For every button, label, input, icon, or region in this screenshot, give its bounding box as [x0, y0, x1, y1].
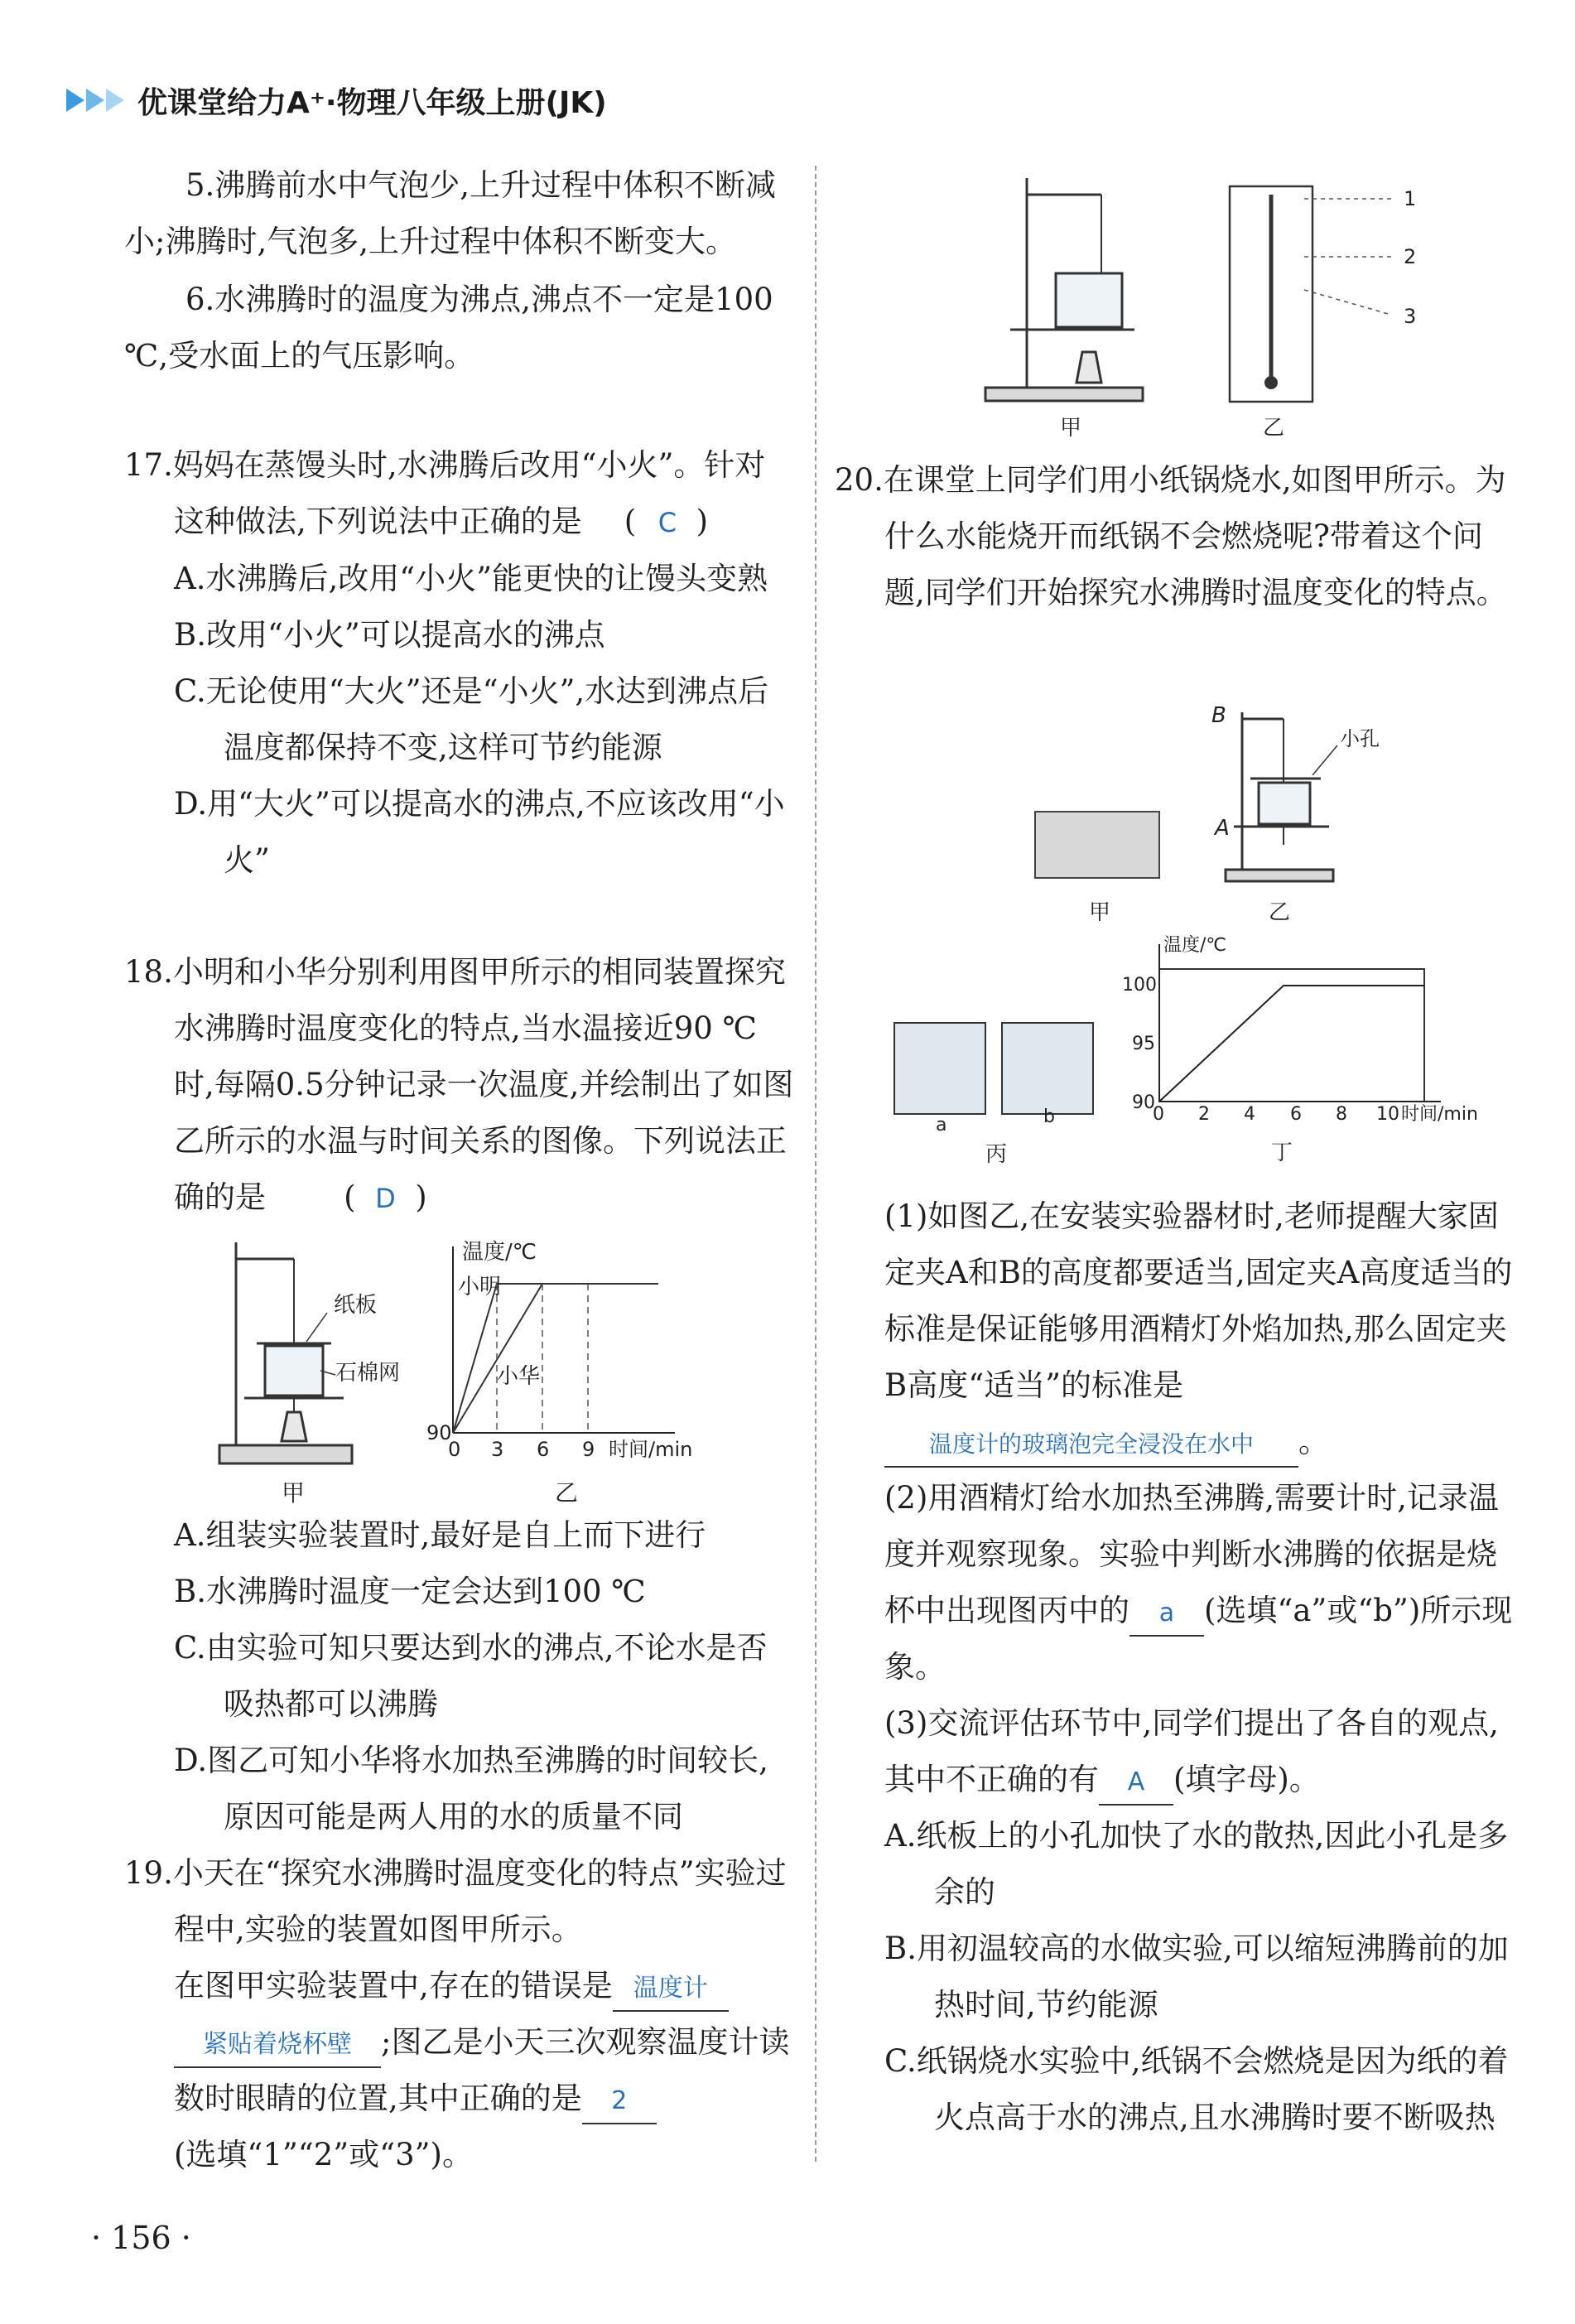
- q18-graph-x0: 0: [448, 1438, 461, 1461]
- q19-thermometer-yi: [1230, 186, 1391, 402]
- answer-para-6: 6.水沸腾时的温度为沸点,沸点不一定是100 ℃,受水面上的气压影响。: [124, 282, 773, 374]
- q20-option-c: C.纸锅烧水实验中,纸锅不会燃烧是因为纸的着火点高于水的沸点,且水沸腾时要不断吸热: [884, 2043, 1509, 2135]
- q19-line2: 紧贴着烧杯壁 ;图乙是小天三次观察温度计读数时眼睛的位置,其中正确的是 2: [124, 2014, 795, 2127]
- column-divider: [815, 166, 816, 2162]
- fig-yi-label: 乙: [555, 1479, 579, 1507]
- q20-option-b: B.用初温较高的水做实验,可以缩短沸腾前的加热时间,节约能源: [884, 1931, 1509, 2023]
- clamp-b-label: B: [1211, 703, 1226, 728]
- q18-answer: D: [375, 1183, 396, 1214]
- q20-graph-xlabel: 时间/min: [1401, 1104, 1478, 1125]
- q19-figure: [977, 166, 1441, 447]
- q20-graph-x8: 8: [1336, 1104, 1347, 1125]
- beaker-b-label: b: [1043, 1107, 1055, 1127]
- q19-line3: (选填“1”“2”或“3”)。: [174, 2137, 473, 2172]
- q19-fig-yi: 乙: [1263, 416, 1285, 441]
- q20-fig-ding: 丁: [1271, 1140, 1293, 1165]
- q18-graph-x9: 9: [582, 1438, 595, 1461]
- q20-blank-2: a: [1129, 1592, 1204, 1637]
- q18-graph-ylabel: 温度/℃: [462, 1240, 537, 1265]
- q17-option-a: A.水沸腾后,改用“小火”能更快的让馒头变熟: [174, 561, 768, 596]
- q19-blank-1a: 温度计: [613, 1967, 729, 2012]
- q20-stem: 20.在课堂上同学们用小纸锅烧水,如图甲所示。为什么水能烧开而纸锅不会燃烧呢?带着这个问题,同学们开始探究水沸腾时温度变化的特点。: [835, 462, 1507, 610]
- question-20: [835, 452, 1514, 621]
- running-header: [66, 71, 607, 129]
- q18-stem: 18.小明和小华分别利用图甲所示的相同装置探究水沸腾时温度变化的特点,当水温接近90 ℃时,每隔0.5分钟记录一次温度,并绘制出了如图乙所示的水温与时间关系的图像。下列说法正确的是 ( D ): [124, 954, 794, 1215]
- question-18-options: [124, 1507, 795, 1845]
- label-xiaoming: 小明: [458, 1275, 502, 1299]
- q20-fig-yi: 乙: [1269, 900, 1291, 925]
- q19-line1: 在图甲实验装置中,存在的错误是 温度计: [124, 1958, 795, 2014]
- q18-option-b: B.水沸腾时温度一定会达到100 ℃: [174, 1574, 646, 1609]
- q18-option-a: A.组装实验装置时,最好是自上而下进行: [174, 1517, 706, 1553]
- q20-graph-y90: 90: [1132, 1092, 1155, 1113]
- q18-figure: [211, 1234, 774, 1507]
- q18-option-d: D.图乙可知小华将水加热至沸腾的时间较长,原因可能是两人用的水的质量不同: [174, 1743, 768, 1835]
- q19-blank-1b: 紧贴着烧杯壁: [174, 2023, 381, 2068]
- eye-mark-2: 2: [1404, 245, 1417, 268]
- eye-mark-3: 3: [1404, 305, 1417, 328]
- q20-sub2: (2)用酒精灯给水加热至沸腾,需要计时,记录温度并观察现象。实验中判断水沸腾的依据是烧杯中出现图丙中的 a (选填“a”或“b”)所示现象。: [884, 1480, 1513, 1685]
- apparatus-yi: [1226, 712, 1337, 881]
- question-18: [124, 944, 795, 1227]
- q20-graph-y95: 95: [1132, 1034, 1155, 1054]
- q20-sub1: (1)如图乙,在安装实验器材时,老师提醒大家固定夹A和B的高度都要适当,固定夹A高度适当的标准是保证能够用酒精灯外焰加热,那么固定夹B高度“适当”的标准是温度计的玻璃泡完全浸没在水中 。: [884, 1189, 1514, 1470]
- q17-stem: 17.妈妈在蒸馒头时,水沸腾后改用“小火”。针对这种做法,下列说法中正确的是 ( C ): [124, 447, 766, 539]
- q20-graph-x0: 0: [1153, 1104, 1164, 1125]
- label-zhiban: 纸板: [334, 1293, 378, 1318]
- q18-graph-xlabel: 时间/min: [609, 1438, 693, 1461]
- label-shimian: 石棉网: [335, 1361, 401, 1386]
- q20-graph-x2: 2: [1198, 1104, 1210, 1125]
- q18-graph-x3: 3: [491, 1438, 504, 1461]
- beakers-bing: [894, 1023, 1093, 1114]
- q17-answer: C: [657, 507, 677, 538]
- q19-apparatus-jia: [985, 178, 1143, 401]
- q20-fig-jia: 甲: [1089, 900, 1111, 925]
- question-19: [124, 1845, 795, 2183]
- q20-graph-x6: 6: [1290, 1104, 1302, 1125]
- clamp-a-label: A: [1215, 816, 1230, 841]
- q19-fig-jia: 甲: [1060, 416, 1082, 441]
- page-number: · 156 ·: [91, 2220, 191, 2256]
- q18-option-c: C.由实验可知只要达到水的沸点,不论水是否吸热都可以沸腾: [174, 1630, 768, 1722]
- paper-pot-jia: [1035, 812, 1159, 878]
- q20-graph-y100: 100: [1122, 975, 1157, 996]
- q20-blank-1: 温度计的玻璃泡完全浸没在水中: [884, 1423, 1298, 1468]
- q20-sub3: (3)交流评估环节中,同学们提出了各自的观点,其中不正确的有 A (填字母)。: [884, 1695, 1514, 1808]
- beaker-a-label: a: [936, 1115, 947, 1135]
- q17-option-c: C.无论使用“大火”还是“小火”,水达到沸点后温度都保持不变,这样可节约能源: [174, 673, 769, 765]
- q17-option-d: D.用“大火”可以提高水的沸点,不应该改用“小火”: [174, 786, 785, 878]
- left-column: [124, 157, 795, 384]
- header-arrows-icon: [66, 89, 126, 112]
- small-hole-label: 小孔: [1340, 727, 1380, 750]
- label-xiaohua: 小华: [497, 1364, 541, 1389]
- q18-graph-y0: 90: [426, 1421, 452, 1444]
- fig-jia-label: 甲: [282, 1479, 306, 1507]
- q20-graph-ylabel: 温度/℃: [1163, 935, 1227, 956]
- book-title: 优课堂给力A⁺·物理八年级上册(JK): [137, 85, 607, 120]
- question-17: [124, 437, 795, 889]
- q20-graph-x4: 4: [1244, 1104, 1255, 1125]
- answer-para-5: 5.沸腾前水中气泡少,上升过程中体积不断减小;沸腾时,气泡多,上升过程中体积不断变大。: [124, 167, 777, 259]
- question-20-subparts: [884, 1189, 1514, 2146]
- eye-mark-1: 1: [1404, 187, 1417, 210]
- q18-apparatus-jia: [219, 1242, 352, 1463]
- q18-graph-x6: 6: [537, 1438, 550, 1461]
- q20-graph-x10: 10: [1376, 1104, 1399, 1125]
- q17-option-b: B.改用“小火”可以提高水的沸点: [174, 617, 605, 653]
- q20-fig-bing: 丙: [985, 1142, 1008, 1167]
- q19-blank-2: 2: [582, 2080, 657, 2124]
- q20-option-a: A.纸板上的小孔加快了水的散热,因此小孔是多余的: [884, 1818, 1509, 1910]
- q19-stem: 19.小天在“探究水沸腾时温度变化的特点”实验过程中,实验的装置如图甲所示。: [124, 1855, 787, 1947]
- q20-blank-3: A: [1099, 1761, 1173, 1806]
- graph-ding: [1159, 944, 1441, 1102]
- q20-figure: [886, 696, 1515, 1193]
